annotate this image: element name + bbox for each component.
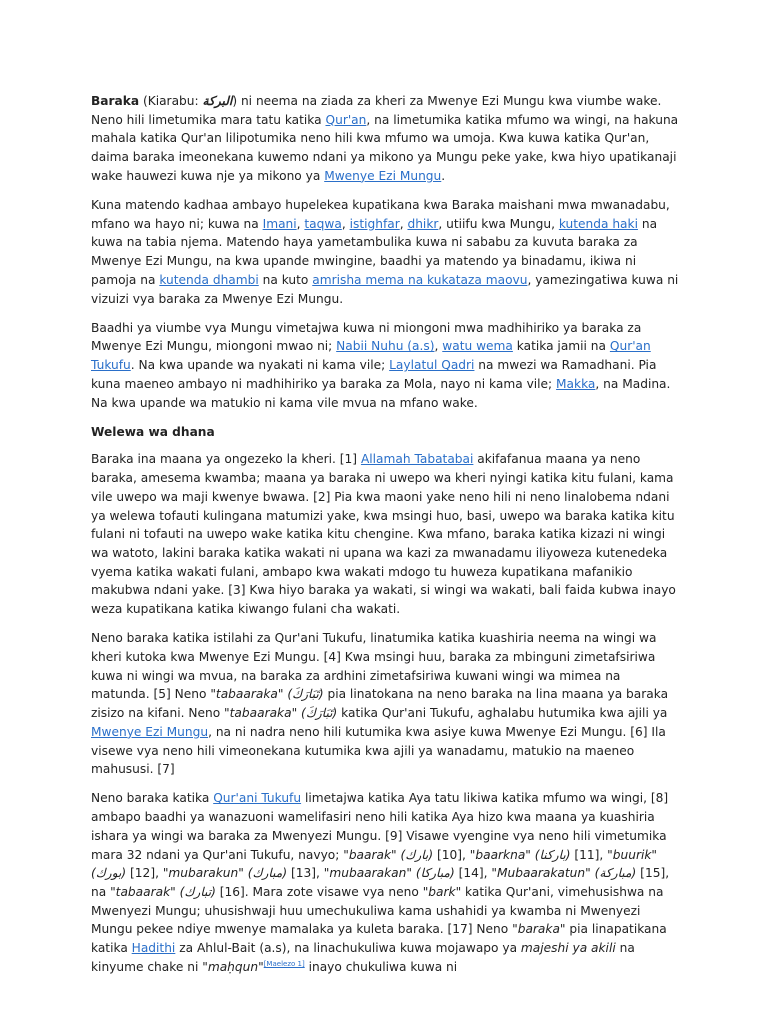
text: katika Qur'ani, vimehusishwa na Mwenyezi Mungu; uhusishwaji huu umechukuliwa kama ushahidi ya kwamba ni Mwenyezi Mungu pekee ndiye mwenye mamalaka ya kuleta baraka. [17] Neno [91, 884, 664, 937]
footnote-link[interactable]: [Maelezo 1] [263, 959, 305, 968]
text: Kuna matendo kadhaa ambayo hupelekea kupatikana kwa Baraka maishani mwa mwanadabu, mfano wa hayo ni; kuwa na [91, 198, 670, 231]
text: , [399, 216, 408, 231]
link-amrisha-mema[interactable]: amrisha mema na kukataza maovu [312, 272, 528, 287]
text: , [434, 339, 443, 354]
text: , na Madina. Na kwa upande wa matukio ni kama vile mvua na mfano wake. [91, 376, 671, 410]
text: . [441, 168, 446, 183]
quoted-term: "bark" [422, 884, 462, 899]
text: inayo chukuliwa kuwa ni [304, 959, 458, 974]
quoted-term: "tabaaraka" (تَبَارَكَ) [224, 706, 338, 721]
text: Baadhi ya viumbe vya Mungu vimetajwa kuwa ni miongoni mwa madhihiriko ya baraka za Mwenye Ezi Mungu, miongoni mwao ni; [91, 320, 642, 354]
quoted-term: "tabaarak" (تبارك) [110, 884, 216, 899]
quoted-term: majeshi ya akili [520, 941, 616, 956]
text: . Na kwa upande wa nyakati ni kama vile; [130, 358, 390, 373]
meaning-paragraph [91, 450, 681, 618]
quoted-term: "Mubaarakatun" (مباركة) [491, 866, 637, 881]
link-mwenye-ezi-mungu[interactable]: Mwenye Ezi Mungu [91, 724, 209, 739]
text: akifafanua maana ya neno baraka, amesema kwamba; maana ya baraka ni uwepo wa kheri nyingi katika kitu fulani, kama vile uwepo wa maji kwenye bwawa. [2] Pia kwa maoni yake neno hili ni neno linalobema ndani ya welewa tofauti kulingana matumizi yake, kwa msingi huo, basi, uwepo wa baraka katika kitu fulani ni tofauti na uwepo wake katika kitu chengine. Kwa mfano, baraka katika kizazi ni wingi wa watoto, lakini baraka katika wakati ni upana wa kazi za mwanadamu iliyoweza kutenedeka vyema katika wakati fulani, ambapo kwa wakati mdogo tu huweza kupatikana mafanikio makubwa ndani yake. [3] Kwa hiyo baraka ya wakati, si wingi wa wakati, bali faida kubwa inayo weza kupatikana katika kiwango fulani cha wakati. [91, 452, 676, 617]
text: [10], [433, 847, 470, 862]
text: za Ahlul-Bait (a.s), na linachukuliwa kuwa mojawapo ya [175, 941, 521, 956]
text: , yamezingatiwa kuwa ni vizuizi vya baraka za Mwenye Ezi Mungu. [91, 272, 679, 306]
text: [12], [126, 866, 163, 881]
text: , na ni nadra neno hili kutumika kwa asiye kuwa Mwenye Ezi Mungu. [6] Ila visewe vya neno hili vimeonekana kutumika kwa ajili ya wanadamu, matukio na maeneo mahususi. [7] [91, 724, 666, 777]
text: katika Qur'ani Tukufu, aghalabu hutumika kwa ajili ya [337, 706, 668, 721]
link-taqwa[interactable]: taqwa [304, 216, 342, 231]
text: ) ni neema na ziada za kheri za Mwenye Ezi Mungu kwa viumbe wake. Neno hili limetumika mara tatu katika [91, 94, 662, 127]
text: katika jamii na [512, 339, 610, 354]
link-quran-tukufu[interactable]: Qur'an Tukufu [91, 339, 651, 373]
link-makka[interactable]: Makka [556, 376, 596, 391]
text: , [341, 216, 350, 231]
link-quran[interactable]: Qur'an [325, 112, 367, 127]
text: na kinyume chake ni [91, 941, 635, 974]
quoted-term: "tabaaraka" (تَبَارَكَ) [210, 687, 324, 702]
text: pia linapatikana katika [91, 922, 667, 956]
text: (Kiarabu: [139, 94, 203, 108]
link-allamah-tabatabai[interactable]: Allamah Tabatabai [360, 452, 474, 467]
text: , utiifu kwa Mungu, [438, 216, 559, 231]
text: [15], na [91, 866, 670, 899]
link-watu-wema[interactable]: watu wema [442, 339, 513, 354]
link-laylatul-qadri[interactable]: Laylatul Qadri [389, 358, 475, 373]
quoted-term: "mubarakun" (مبارك) [162, 866, 288, 881]
link-hadithi[interactable]: Hadithi [131, 941, 176, 956]
text: [14], [454, 866, 492, 881]
text: , na limetumika katika mfumo wa wingi, na hakuna mahala katika Qur'an lilipotumika neno hili kwa mfumo wa umoja. Kwa kuwa katika Qur'an, daima baraka imeonekana kuwemo ndani ya mikono ya Mungu peke yake, kwa hiyo upatikanaji wake hauwezi kuwa nje ya mikono ya [91, 112, 679, 183]
text: Baraka ina maana ya ongezeko la kheri. [1] [91, 452, 361, 467]
link-istighfar[interactable]: istighfar [349, 216, 400, 231]
deeds-paragraph [91, 196, 681, 308]
quoted-term: "buurik" (بورك) [91, 847, 658, 881]
text: Neno baraka katika [91, 791, 214, 806]
text: [16]. Mara zote visawe vya neno [215, 884, 423, 899]
link-kutenda-haki[interactable]: kutenda haki [558, 216, 638, 231]
terminology-paragraph [91, 629, 681, 779]
text: limetajwa katika Aya tatu likiwa katika mfumo wa wingi, [8] ambapo baadhi ya wanazuoni wamelifasiri neno hili katika Aya hizo kwa maana ya kuashiria ishara ya wingi wa baraka za Mwenyezi Mungu. [9] Visawe vyengine vya neno hili vimetumika mara 32 ndani ya Qur'ani Tukufu, navyo; [91, 791, 669, 862]
text: , [296, 216, 305, 231]
text: [11], [570, 847, 608, 862]
section-heading: Welewa wa dhana [91, 424, 215, 439]
text: na kuto [258, 272, 313, 287]
text: na kuwa na tabia njema. Matendo haya yametambulika kuwa ni sababu za kuvuta baraka za Mwenye Ezi Mungu, na kwa upande mwingine, baadhi ya matendo ya binadamu, ikiwa ni pamoja na [91, 216, 658, 287]
link-qurani-tukufu[interactable]: Qur'ani Tukufu [213, 791, 302, 806]
intro-paragraph [91, 92, 681, 186]
text: na mwezi wa Ramadhani. Pia kuna maeneo ambayo ni madhihiriko ya baraka za Mola, nayo ni kama vile; [91, 358, 657, 391]
arabic-term: البركة [202, 94, 233, 108]
quoted-term: "baraka" [512, 922, 566, 937]
quoted-term: "mubaarakan" (مباركا) [323, 866, 455, 881]
quoted-term: "maḥqun" [202, 959, 264, 974]
link-mwenye-ezi-mungu[interactable]: Mwenye Ezi Mungu [324, 168, 442, 183]
manifestations-paragraph [91, 319, 681, 413]
link-imani[interactable]: Imani [262, 216, 297, 231]
quoted-term: "baarak" (بارك) [343, 847, 434, 862]
article-body [91, 92, 681, 987]
usage-paragraph [91, 789, 681, 976]
quoted-term: "baarkna" (باركنا) [469, 847, 571, 862]
term-baraka: Baraka [91, 94, 140, 108]
text: Neno baraka katika istilahi za Qur'ani Tukufu, linatumika katika kuashiria neema na wingi wa kheri kutoka kwa Mwenye Ezi Mungu. [4] Kwa msingi huu, baraka za mbinguni zimetafsiriwa kuwa ni wingi wa mvua, na baraka za ardhini zimetafsiriwa kuwani wingi wa mimea na matunda. [5] Neno [91, 631, 657, 702]
link-dhikr[interactable]: dhikr [407, 216, 439, 231]
text: [13], [287, 866, 324, 881]
link-kutenda-dhambi[interactable]: kutenda dhambi [159, 272, 259, 287]
link-nabii-nuhu[interactable]: Nabii Nuhu (a.s) [336, 339, 435, 354]
text: pia linatokana na neno baraka na lina maana ya baraka zisizo na kifani. Neno [91, 687, 669, 721]
